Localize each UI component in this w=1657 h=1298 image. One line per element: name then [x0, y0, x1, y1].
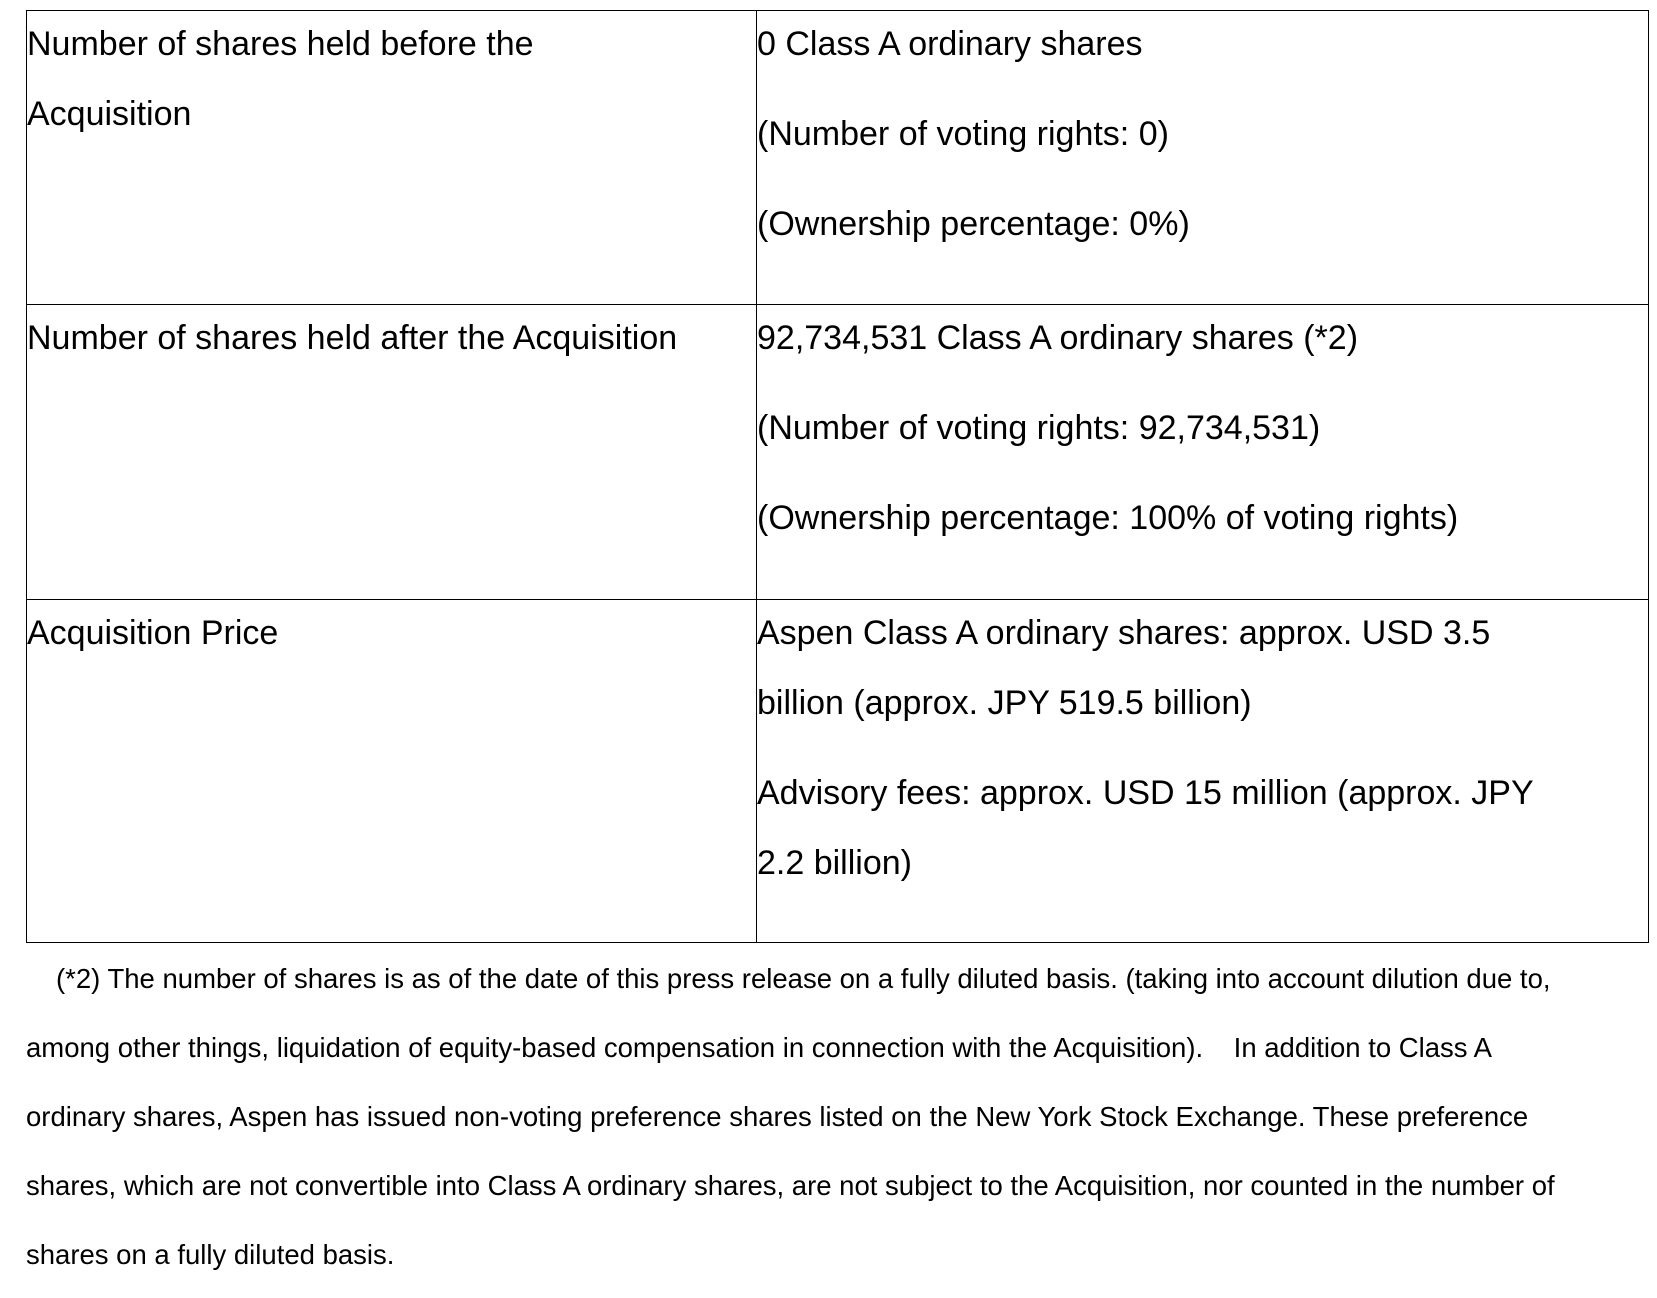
footnote-line: ordinary shares, Aspen has issued non-voting preference shares listed on the New York Stock Exchange. These preference: [26, 1101, 1529, 1132]
row-value-line: billion (approx. JPY 519.5 billion): [757, 684, 1252, 722]
footnote-line: shares on a fully diluted basis.: [26, 1239, 395, 1270]
row-value-line: (Ownership percentage: 100% of voting rights): [757, 499, 1459, 537]
row-value-line: 0 Class A ordinary shares: [757, 25, 1143, 63]
row-value-cell: [757, 600, 1649, 943]
footnote: [26, 944, 1641, 1289]
row-value-line: Advisory fees: approx. USD 15 million (approx. JPY: [757, 774, 1534, 812]
acquisition-price-paragraph: [757, 598, 1648, 738]
row-label-cell: [27, 600, 757, 943]
row-value-line: 92,734,531 Class A ordinary shares (*2): [757, 319, 1359, 357]
row-value-line: (Number of voting rights: 0): [757, 115, 1169, 153]
row-value-cell: [757, 11, 1649, 305]
row-label-line: Number of shares held after the Acquisition: [27, 319, 678, 357]
row-value-line: 2.2 billion): [757, 844, 912, 882]
table-row: [27, 11, 1649, 305]
row-value-line: (Ownership percentage: 0%): [757, 205, 1190, 243]
shares-acquisition-table: [26, 10, 1649, 943]
table-row: [27, 305, 1649, 600]
footnote-line: among other things, liquidation of equity-based compensation in connection with the Acquisition). In addition to Class A: [26, 1032, 1493, 1063]
row-label-line: Acquisition: [27, 95, 192, 133]
advisory-fees-paragraph: [757, 758, 1648, 898]
footnote-line: (*2) The number of shares is as of the date of this press release on a fully diluted basis. (taking into account dilution due to,: [56, 963, 1551, 994]
footnote-line: shares, which are not convertible into Class A ordinary shares, are not subject to the Acquisition, nor counted in the number of: [26, 1170, 1555, 1201]
row-label-cell: [27, 305, 757, 600]
row-label-cell: [27, 11, 757, 305]
row-value-cell: [757, 305, 1649, 600]
row-label-line: Number of shares held before the: [27, 25, 534, 63]
row-label-line: Acquisition Price: [27, 614, 279, 652]
row-value-line: (Number of voting rights: 92,734,531): [757, 409, 1321, 447]
row-value-line: Aspen Class A ordinary shares: approx. USD 3.5: [757, 614, 1491, 652]
table-row: [27, 600, 1649, 943]
